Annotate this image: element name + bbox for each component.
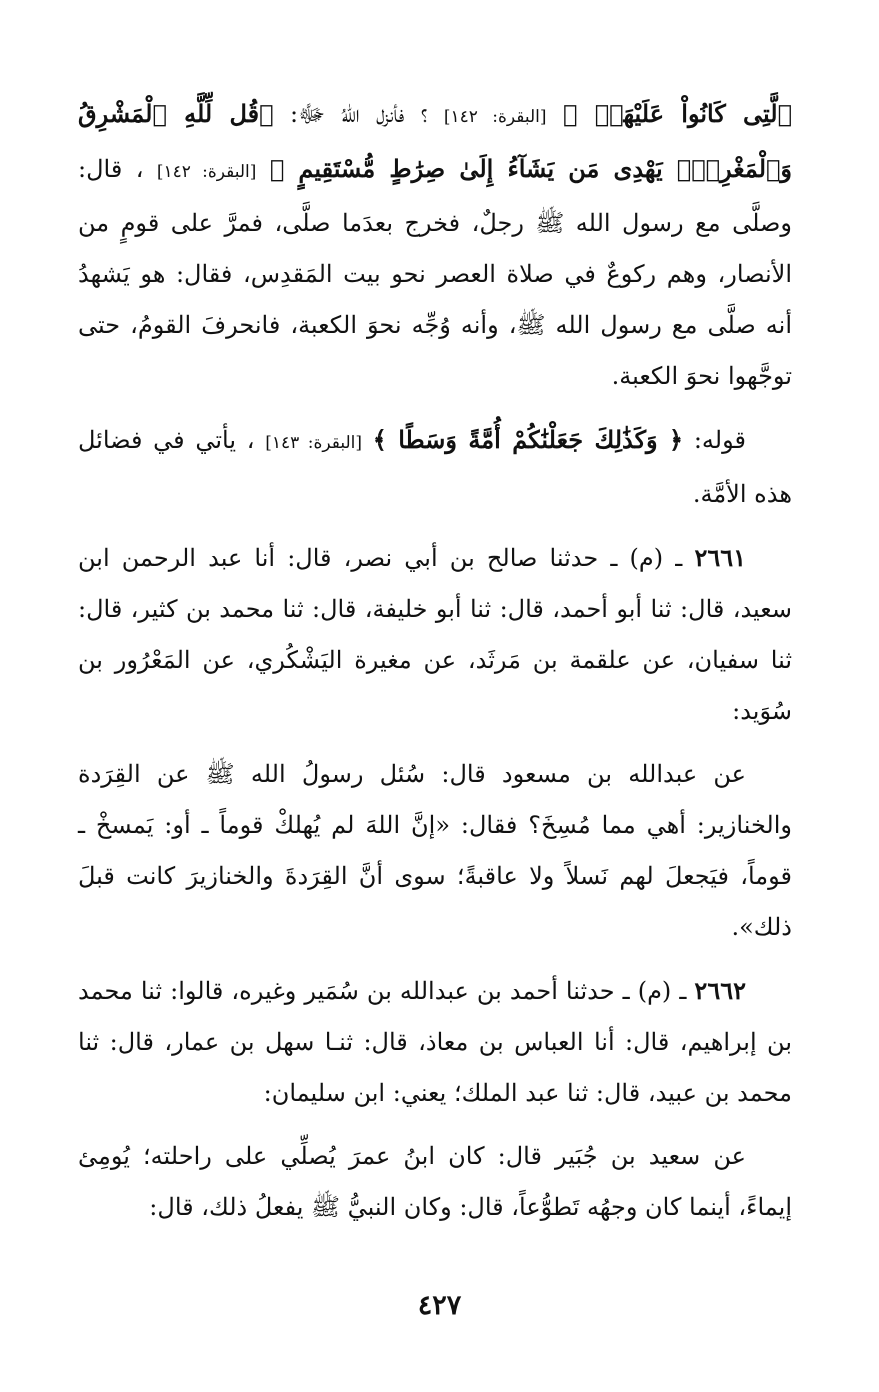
text-run: عن عبدالله بن مسعود قال: سُئل رسولُ الله ﷺ عن القِرَدة والخنازير: أهي مما مُسِخَ؟ فقال: «إنَّ اللهَ لم يُهلكْ قوماً ـ أو: يَمسخْ ـ قوماً، فيَجعلَ لهم نَسلاً ولا عاقبةً؛ سوى أنَّ القِرَدةَ والخنازيرَ كانت قبلَ ذلك». [78, 760, 792, 941]
hadith-number: ٢٦٦٢ [694, 976, 746, 1005]
text-run: ، يأتي في فضائل هذه الأمَّة. [78, 426, 792, 508]
page-number: ٤٢٧ [417, 1290, 462, 1321]
hadith-2662-matn [78, 1131, 792, 1233]
text-run: ؟ فأنزل اللهُ ﷻ: [273, 100, 428, 128]
text-run: عن سعيد بن جُبَير قال: كان ابنُ عمرَ يُصلِّي على راحلته؛ يُومِئ إيماءً، أينما كان وجهُه تَطوُّعاً، قال: وكان النبيُّ ﷺ يفعلُ ذلك، قال: [78, 1142, 792, 1221]
verse-reference: [البقرة: ١٤٢] [443, 107, 547, 127]
hadith-2662-isnad [78, 965, 792, 1119]
quran-verse: ﴿قُل لِّلَّهِ ٱلْمَشْرِقُ وَٱلْمَغْرِبُۚ يَهْدِى مَن يَشَآءُ إِلَىٰ صِرَٰطٍ مُّسْتَقِيمٍ ﴾ [78, 99, 792, 183]
text-run: ـ (م) ـ حدثنا أحمد بن عبدالله بن سُمَير وغيره، قالوا: ثنا محمد بن إبراهيم، قال: أنا العباس بن معاذ، قال: ثنـا سهل بن عمار، قال: ثنا محمد بن عبيد، قال: ثنا عبد الملك؛ يعني: ابن سليمان: [78, 977, 792, 1107]
verse-reference: [البقرة: ١٤٢] [156, 162, 257, 182]
paragraph-ummah [78, 414, 792, 520]
verse-reference: [البقرة: ١٤٣] [265, 433, 363, 453]
text-run: ، قال: وصلَّى مع رسول الله ﷺ رجلٌ، فخرج بعدَما صلَّى، فمرَّ على قومٍ من الأنصار، وهم ركوعٌ في صلاة العصر نحو بيت المَقدِس، فقال: هو يَشهدُ أنه صلَّى مع رسول الله ﷺ، وأنه وُجِّه نحوَ الكعبة، فانحرفَ القومُ، حتى توجَّهوا نحوَ الكعبة. [78, 155, 792, 390]
hadith-2661-matn [78, 749, 792, 953]
quran-verse: ٱلَّتِى كَانُواْ عَلَيْهَاۚ ﴾ [563, 99, 792, 128]
text-run: ـ (م) ـ حدثنا صالح بن أبي نصر، قال: أنا عبد الرحمن ابن سعيد، قال: ثنا أبو أحمد، قال: ثنا أبو خليفة، قال: ثنا محمد بن كثير، قال: ثنا سفيان، عن علقمة بن مَرثَد، عن مغيرة اليَشْكُري، عن المَعْرُور بن سُوَيد: [78, 544, 792, 725]
paragraph-quran-qibla [78, 88, 792, 402]
quran-verse: ﴿ وَكَذَٰلِكَ جَعَلْنَٰكُمْ أُمَّةً وَسَطًا ﴾ [372, 425, 684, 454]
hadith-2661-isnad [78, 532, 792, 737]
hadith-number: ٢٦٦١ [694, 543, 746, 572]
page-body [78, 88, 792, 1233]
text-run: قوله: [683, 426, 746, 454]
